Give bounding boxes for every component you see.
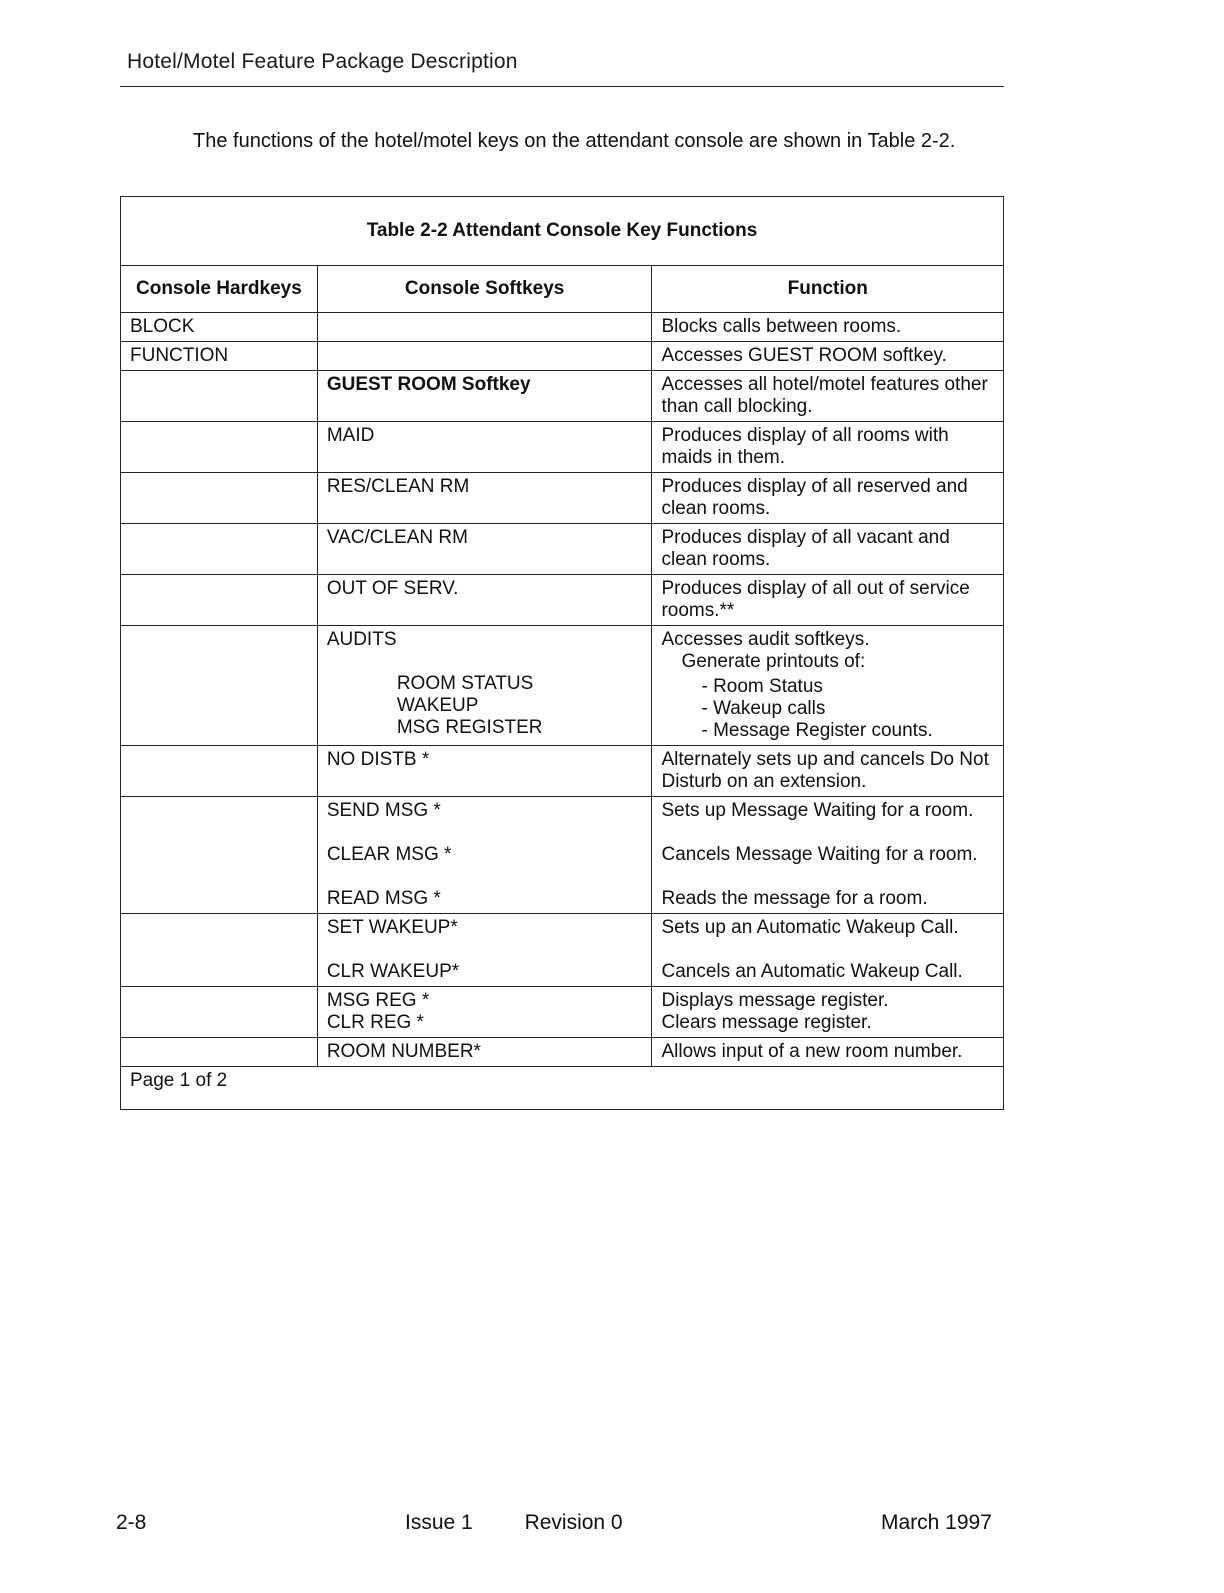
hardkey-cell [121, 1038, 318, 1067]
function-cell: Produces display of all rooms with maids in them. [652, 422, 1004, 473]
softkey-cell [317, 342, 652, 371]
hardkey-cell [121, 746, 318, 797]
function-cell: Accesses all hotel/motel features other than call blocking. [652, 371, 1004, 422]
hardkey-cell [121, 797, 318, 914]
table-page-indicator: Page 1 of 2 [121, 1067, 1004, 1110]
function-cell: Blocks calls between rooms. [652, 313, 1004, 342]
function-cell: Produces display of all out of service rooms.** [652, 575, 1004, 626]
hardkey-cell [121, 371, 318, 422]
table-row [121, 342, 1004, 371]
function-cell: Produces display of all vacant and clean rooms. [652, 524, 1004, 575]
function-cell: Sets up Message Waiting for a room. Cancels Message Waiting for a room. Reads the message for a room. [652, 797, 1004, 914]
footer-issue-revision [405, 1511, 623, 1535]
header-rule [120, 86, 1004, 87]
table-row [121, 575, 1004, 626]
column-header-softkeys: Console Softkeys [317, 266, 652, 313]
table-row [121, 422, 1004, 473]
table-row [121, 987, 1004, 1038]
function-cell: Sets up an Automatic Wakeup Call. Cancels an Automatic Wakeup Call. [652, 914, 1004, 987]
softkey-cell: MAID [317, 422, 652, 473]
table-row [121, 746, 1004, 797]
table-caption: Table 2-2 Attendant Console Key Functions [121, 197, 1004, 266]
softkey-cell: SET WAKEUP* CLR WAKEUP* [317, 914, 652, 987]
function-cell: Accesses audit softkeys. Generate printouts of: - Room Status - Wakeup calls - Message Register counts. [652, 626, 1004, 746]
table-row [121, 626, 1004, 746]
softkey-cell: MSG REG * CLR REG * [317, 987, 652, 1038]
footer-issue: Issue 1 [405, 1511, 473, 1534]
hardkey-cell: FUNCTION [121, 342, 318, 371]
softkey-cell: NO DISTB * [317, 746, 652, 797]
table-row [121, 371, 1004, 422]
footer-date: March 1997 [881, 1511, 992, 1534]
softkey-cell: OUT OF SERV. [317, 575, 652, 626]
function-cell: Produces display of all reserved and clean rooms. [652, 473, 1004, 524]
function-cell: Displays message register. Clears message register. [652, 987, 1004, 1038]
table-row [121, 1038, 1004, 1067]
footer-revision: Revision 0 [524, 1511, 623, 1534]
table-row [121, 524, 1004, 575]
column-header-function: Function [652, 266, 1004, 313]
table-row [121, 473, 1004, 524]
table-row [121, 313, 1004, 342]
softkey-cell: ROOM NUMBER* [317, 1038, 652, 1067]
function-cell: Accesses GUEST ROOM softkey. [652, 342, 1004, 371]
softkey-cell: SEND MSG * CLEAR MSG * READ MSG * [317, 797, 652, 914]
softkey-cell: VAC/CLEAN RM [317, 524, 652, 575]
table-row [121, 797, 1004, 914]
footer-page-number: 2-8 [116, 1511, 147, 1534]
table-footer-row [121, 1067, 1004, 1110]
intro-paragraph: The functions of the hotel/motel keys on the attendant console are shown in Table 2-2. [193, 130, 956, 152]
function-cell: Allows input of a new room number. [652, 1038, 1004, 1067]
hardkey-cell [121, 422, 318, 473]
softkey-cell: RES/CLEAN RM [317, 473, 652, 524]
hardkey-cell [121, 987, 318, 1038]
softkey-cell: AUDITS ROOM STATUS WAKEUP MSG REGISTER [317, 626, 652, 746]
hardkey-cell [121, 473, 318, 524]
hardkey-cell: BLOCK [121, 313, 318, 342]
softkey-cell: GUEST ROOM Softkey [317, 371, 652, 422]
softkey-cell [317, 313, 652, 342]
hardkey-cell [121, 575, 318, 626]
column-header-hardkeys: Console Hardkeys [121, 266, 318, 313]
hardkey-cell [121, 626, 318, 746]
key-functions-table [120, 196, 1004, 1110]
function-cell: Alternately sets up and cancels Do Not Disturb on an extension. [652, 746, 1004, 797]
hardkey-cell [121, 914, 318, 987]
table-row [121, 914, 1004, 987]
hardkey-cell [121, 524, 318, 575]
running-header: Hotel/Motel Feature Package Description [127, 50, 518, 73]
